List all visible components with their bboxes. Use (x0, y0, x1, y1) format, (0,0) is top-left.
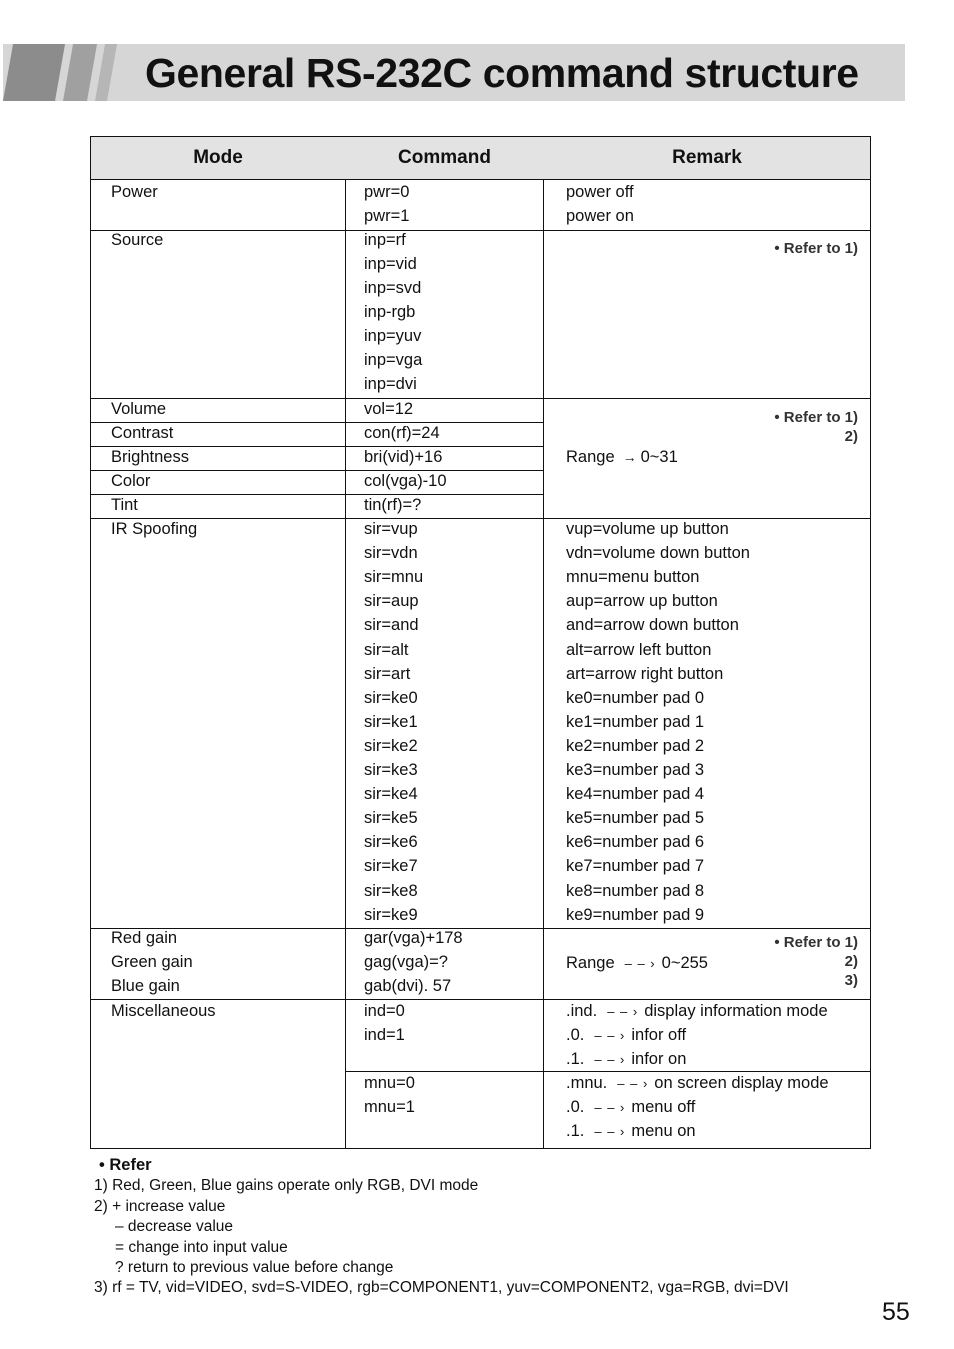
refer-note: • Refer to 1) (774, 409, 858, 426)
command-cell: gar(vga)+178 (364, 929, 463, 947)
mode-cell: Red gain (111, 929, 178, 947)
remark-cell: ke0=number pad 0 (566, 688, 705, 707)
range-value: 0~31 (640, 448, 678, 466)
remark-cell: mnu=menu button (566, 568, 700, 587)
note-line: = change into input value (115, 1239, 288, 1256)
command-cell: sir=ke7 (364, 857, 418, 876)
command-cell: gag(vga)=? (364, 953, 448, 971)
command-cell: ind=0 (364, 1002, 405, 1020)
remark-cell (566, 1119, 696, 1144)
command-cell: mnu=1 (364, 1098, 415, 1116)
header-mode: Mode (193, 147, 243, 168)
refer-note: • Refer to 1) (774, 240, 858, 257)
remark-text: on screen display mode (654, 1074, 829, 1092)
remark-cell: ke6=number pad 6 (566, 833, 705, 852)
mode-power: Power (111, 183, 158, 201)
mode-miscellaneous: Miscellaneous (111, 1002, 216, 1020)
header-command: Command (398, 147, 491, 168)
range-value: 0~255 (661, 954, 708, 972)
remark-key: .ind. (566, 1002, 598, 1020)
remark-cell (566, 1095, 695, 1120)
remark-cell: ke5=number pad 5 (566, 809, 705, 828)
mode-cell: Brightness (111, 448, 189, 466)
remark-cell: ke8=number pad 8 (566, 881, 705, 900)
command-cell: mnu=0 (364, 1074, 415, 1092)
mode-ir-spoofing: IR Spoofing (111, 520, 198, 538)
mode-cell: Green gain (111, 953, 193, 971)
remark-cell: vup=volume up button (566, 520, 729, 538)
remark-cell: ke2=number pad 2 (566, 736, 705, 755)
command-table (90, 136, 871, 1149)
command-cell: gab(dvi). 57 (364, 977, 452, 995)
mode-source: Source (111, 231, 164, 249)
command-cell: inp=svd (364, 279, 422, 297)
command-cell: inp-rgb (364, 303, 416, 321)
dashed-arrow-icon: – – › (594, 1028, 626, 1043)
remark-text: menu off (631, 1098, 696, 1116)
range-label: Range (566, 954, 615, 972)
table-header (91, 137, 870, 180)
note-line: – decrease value (115, 1218, 234, 1235)
note-line: 2) + increase value (94, 1198, 226, 1215)
range-label: Range (566, 448, 615, 466)
arrow-icon: → (622, 449, 637, 465)
row-divider (91, 470, 543, 471)
remark-key: .mnu. (566, 1074, 608, 1092)
command-cell: inp=vga (364, 351, 423, 369)
remark-text: menu on (631, 1122, 696, 1140)
notes-heading: • Refer (99, 1156, 152, 1174)
remark-key: .0. (566, 1098, 585, 1116)
command-cell: sir=ke4 (364, 785, 418, 804)
refer-note: 3) (844, 972, 858, 989)
command-cell: sir=mnu (364, 568, 424, 587)
dashed-arrow-icon: – – › (617, 1076, 649, 1091)
range-text (566, 951, 708, 976)
remark-key: .0. (566, 1026, 585, 1044)
row-divider (91, 494, 543, 495)
remark-cell: ke3=number pad 3 (566, 761, 705, 779)
page-title: General RS-232C command structure (145, 50, 859, 96)
command-cell: sir=alt (364, 640, 409, 659)
mode-cell: Tint (111, 496, 138, 514)
remark-key: .1. (566, 1050, 585, 1068)
note-line: ? return to previous value before change (115, 1259, 394, 1276)
command-cell: inp=dvi (364, 375, 417, 393)
command-cell: sir=ke2 (364, 736, 418, 755)
command-cell: sir=ke6 (364, 833, 418, 852)
range-text (566, 445, 678, 469)
note-line: 3) rf = TV, vid=VIDEO, svd=S-VIDEO, rgb=COMPONENT1, yuv=COMPONENT2, vga=RGB, dvi=DVI (94, 1279, 789, 1296)
refer-note: • Refer to 1) (774, 934, 858, 951)
command-cell: sir=art (364, 664, 411, 683)
command-cell: sir=ke8 (364, 881, 418, 900)
remark-cell: art=arrow right button (566, 664, 724, 683)
command-cell: inp=yuv (364, 327, 422, 345)
remark-cell: alt=arrow left button (566, 640, 712, 659)
command-cell: sir=and (364, 616, 419, 635)
mode-cell: Blue gain (111, 977, 180, 995)
dashed-arrow-icon: – – › (594, 1124, 626, 1139)
row-divider (91, 230, 870, 231)
remark-cell (566, 1047, 686, 1072)
remark-cell: ke9=number pad 9 (566, 905, 705, 924)
page-number: 55 (882, 1298, 910, 1326)
command-cell: bri(vid)+16 (364, 448, 443, 466)
command-cell: sir=ke9 (364, 905, 418, 924)
note-line: 1) Red, Green, Blue gains operate only RGB, DVI mode (94, 1177, 479, 1194)
remark-cell (566, 1023, 686, 1048)
command-cell: inp=rf (364, 231, 406, 249)
command-cell: tin(rf)=? (364, 496, 422, 514)
column-divider (543, 179, 544, 1148)
banner-stripe (3, 44, 65, 101)
row-divider (91, 928, 870, 929)
remark-cell: ke7=number pad 7 (566, 857, 705, 876)
dashed-arrow-icon: – – › (624, 956, 656, 971)
command-cell: sir=ke1 (364, 712, 418, 731)
remark-cell: ke4=number pad 4 (566, 785, 705, 804)
command-cell: sir=ke0 (364, 688, 418, 707)
mode-cell: Color (111, 472, 151, 490)
refer-note: 2) (844, 953, 858, 970)
remark-cell: ke1=number pad 1 (566, 712, 705, 731)
command-cell: sir=aup (364, 592, 419, 611)
mode-cell: Volume (111, 400, 167, 418)
command-cell: sir=ke5 (364, 809, 418, 828)
command-cell: con(rf)=24 (364, 424, 440, 442)
command-cell: sir=ke3 (364, 761, 418, 779)
command-cell: pwr=0 (364, 183, 410, 201)
remark-cell (566, 999, 828, 1024)
remark-key: .1. (566, 1122, 585, 1140)
command-cell: ind=1 (364, 1026, 405, 1044)
remark-cell: vdn=volume down button (566, 544, 750, 563)
command-cell: sir=vdn (364, 544, 418, 563)
dashed-arrow-icon: – – › (594, 1052, 626, 1067)
command-cell: sir=vup (364, 520, 418, 538)
remark-cell: aup=arrow up button (566, 592, 718, 611)
remark-cell: and=arrow down button (566, 616, 739, 635)
remark-cell (566, 1071, 829, 1096)
row-divider (91, 398, 870, 399)
remark-text: infor on (631, 1050, 687, 1068)
remark-cell: power off (566, 183, 634, 201)
row-divider (91, 518, 870, 519)
command-cell: col(vga)-10 (364, 472, 447, 490)
refer-note: 2) (844, 428, 858, 445)
command-cell: inp=vid (364, 255, 417, 273)
header-remark: Remark (672, 147, 742, 168)
remark-cell: power on (566, 207, 634, 225)
mode-cell: Contrast (111, 424, 174, 442)
remark-text: infor off (631, 1026, 687, 1044)
command-cell: pwr=1 (364, 207, 410, 225)
column-divider (345, 179, 346, 1148)
dashed-arrow-icon: – – › (607, 1004, 639, 1019)
remark-text: display information mode (644, 1002, 828, 1020)
dashed-arrow-icon: – – › (594, 1100, 626, 1115)
command-cell: vol=12 (364, 400, 414, 418)
